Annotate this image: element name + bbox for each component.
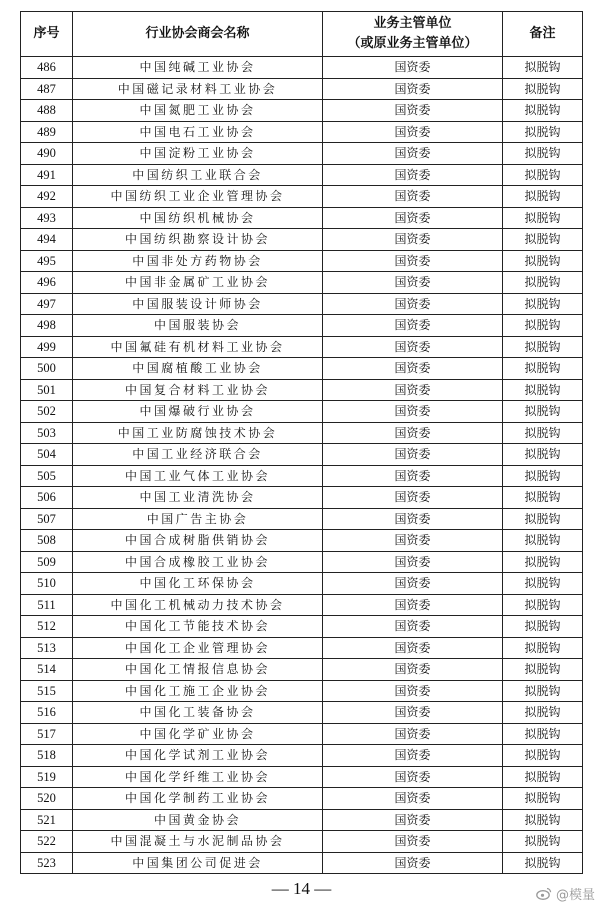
row-name: 中国非金属矿工业协会 <box>73 272 323 294</box>
row-dept: 国资委 <box>323 680 503 702</box>
row-dept: 国资委 <box>323 594 503 616</box>
row-name: 中国淀粉工业协会 <box>73 143 323 165</box>
table-row <box>21 831 583 853</box>
row-dept: 国资委 <box>323 508 503 530</box>
row-note: 拟脱钩 <box>503 831 583 853</box>
row-index: 520 <box>21 788 73 810</box>
table-row <box>21 78 583 100</box>
row-name: 中国氟硅有机材料工业协会 <box>73 336 323 358</box>
table-row <box>21 336 583 358</box>
row-index: 495 <box>21 250 73 272</box>
row-dept: 国资委 <box>323 745 503 767</box>
table-row <box>21 573 583 595</box>
row-index: 516 <box>21 702 73 724</box>
header-name: 行业协会商会名称 <box>73 12 323 57</box>
row-note: 拟脱钩 <box>503 379 583 401</box>
row-name: 中国合成橡胶工业协会 <box>73 551 323 573</box>
row-note: 拟脱钩 <box>503 766 583 788</box>
row-note: 拟脱钩 <box>503 530 583 552</box>
row-note: 拟脱钩 <box>503 594 583 616</box>
row-note: 拟脱钩 <box>503 422 583 444</box>
row-index: 497 <box>21 293 73 315</box>
row-note: 拟脱钩 <box>503 444 583 466</box>
row-dept: 国资委 <box>323 100 503 122</box>
row-index: 512 <box>21 616 73 638</box>
row-note: 拟脱钩 <box>503 723 583 745</box>
row-index: 507 <box>21 508 73 530</box>
row-dept: 国资委 <box>323 551 503 573</box>
row-dept: 国资委 <box>323 530 503 552</box>
table-row <box>21 186 583 208</box>
row-name: 中国化学纤维工业协会 <box>73 766 323 788</box>
table-row <box>21 250 583 272</box>
row-note: 拟脱钩 <box>503 315 583 337</box>
row-name: 中国氮肥工业协会 <box>73 100 323 122</box>
table-row <box>21 100 583 122</box>
row-name: 中国化学矿业协会 <box>73 723 323 745</box>
watermark <box>536 884 595 904</box>
row-index: 515 <box>21 680 73 702</box>
row-note: 拟脱钩 <box>503 551 583 573</box>
row-index: 488 <box>21 100 73 122</box>
table-row <box>21 164 583 186</box>
table-row <box>21 551 583 573</box>
row-note: 拟脱钩 <box>503 186 583 208</box>
row-dept: 国资委 <box>323 831 503 853</box>
row-index: 509 <box>21 551 73 573</box>
row-index: 521 <box>21 809 73 831</box>
row-name: 中国化学制药工业协会 <box>73 788 323 810</box>
table-row <box>21 594 583 616</box>
row-note: 拟脱钩 <box>503 401 583 423</box>
row-dept: 国资委 <box>323 121 503 143</box>
row-dept: 国资委 <box>323 766 503 788</box>
row-dept: 国资委 <box>323 143 503 165</box>
page-number: — 14 — <box>271 879 332 898</box>
row-dept: 国资委 <box>323 164 503 186</box>
table-row <box>21 766 583 788</box>
header-note: 备注 <box>503 12 583 57</box>
row-name: 中国纺织勘察设计协会 <box>73 229 323 251</box>
row-dept: 国资委 <box>323 401 503 423</box>
row-note: 拟脱钩 <box>503 100 583 122</box>
table-row <box>21 530 583 552</box>
table-row <box>21 723 583 745</box>
watermark-text: @模量 <box>555 888 595 903</box>
row-index: 508 <box>21 530 73 552</box>
row-index: 518 <box>21 745 73 767</box>
row-index: 496 <box>21 272 73 294</box>
row-index: 499 <box>21 336 73 358</box>
row-index: 494 <box>21 229 73 251</box>
row-name: 中国化工机械动力技术协会 <box>73 594 323 616</box>
row-dept: 国资委 <box>323 616 503 638</box>
table-row <box>21 121 583 143</box>
row-dept: 国资委 <box>323 78 503 100</box>
row-note: 拟脱钩 <box>503 250 583 272</box>
table-row <box>21 637 583 659</box>
row-note: 拟脱钩 <box>503 508 583 530</box>
row-dept: 国资委 <box>323 293 503 315</box>
table-row <box>21 57 583 79</box>
row-index: 505 <box>21 465 73 487</box>
row-dept: 国资委 <box>323 465 503 487</box>
row-name: 中国化工施工企业协会 <box>73 680 323 702</box>
row-note: 拟脱钩 <box>503 573 583 595</box>
row-name: 中国磁记录材料工业协会 <box>73 78 323 100</box>
table-row <box>21 444 583 466</box>
row-name: 中国化工企业管理协会 <box>73 637 323 659</box>
row-note: 拟脱钩 <box>503 465 583 487</box>
row-name: 中国黄金协会 <box>73 809 323 831</box>
row-name: 中国纺织工业联合会 <box>73 164 323 186</box>
table-row <box>21 207 583 229</box>
row-note: 拟脱钩 <box>503 852 583 874</box>
row-dept: 国资委 <box>323 186 503 208</box>
row-index: 514 <box>21 659 73 681</box>
row-name: 中国集团公司促进会 <box>73 852 323 874</box>
row-name: 中国腐植酸工业协会 <box>73 358 323 380</box>
row-index: 503 <box>21 422 73 444</box>
row-note: 拟脱钩 <box>503 809 583 831</box>
row-note: 拟脱钩 <box>503 637 583 659</box>
row-index: 498 <box>21 315 73 337</box>
row-index: 506 <box>21 487 73 509</box>
row-dept: 国资委 <box>323 229 503 251</box>
row-note: 拟脱钩 <box>503 358 583 380</box>
row-name: 中国化工情报信息协会 <box>73 659 323 681</box>
row-name: 中国非处方药物协会 <box>73 250 323 272</box>
row-dept: 国资委 <box>323 422 503 444</box>
row-note: 拟脱钩 <box>503 616 583 638</box>
table-row <box>21 379 583 401</box>
row-index: 490 <box>21 143 73 165</box>
row-index: 491 <box>21 164 73 186</box>
row-dept: 国资委 <box>323 250 503 272</box>
table-row <box>21 293 583 315</box>
table-row <box>21 358 583 380</box>
table-row <box>21 702 583 724</box>
row-dept: 国资委 <box>323 788 503 810</box>
row-note: 拟脱钩 <box>503 57 583 79</box>
weibo-icon <box>536 887 552 904</box>
row-dept: 国资委 <box>323 487 503 509</box>
row-note: 拟脱钩 <box>503 680 583 702</box>
table-row <box>21 143 583 165</box>
row-name: 中国复合材料工业协会 <box>73 379 323 401</box>
table-row <box>21 487 583 509</box>
header-dept-line2: （或原业务主管单位） <box>347 36 478 51</box>
row-dept: 国资委 <box>323 57 503 79</box>
row-dept: 国资委 <box>323 336 503 358</box>
row-name: 中国化工环保协会 <box>73 573 323 595</box>
table-row <box>21 401 583 423</box>
row-name: 中国纺织机械协会 <box>73 207 323 229</box>
row-dept: 国资委 <box>323 573 503 595</box>
row-note: 拟脱钩 <box>503 745 583 767</box>
row-name: 中国混凝土与水泥制品协会 <box>73 831 323 853</box>
header-dept <box>323 12 503 57</box>
row-index: 522 <box>21 831 73 853</box>
table-row <box>21 659 583 681</box>
row-index: 500 <box>21 358 73 380</box>
table-row <box>21 788 583 810</box>
row-dept: 国资委 <box>323 315 503 337</box>
header-dept-line1: 业务主管单位 <box>373 16 452 31</box>
table-row <box>21 465 583 487</box>
row-note: 拟脱钩 <box>503 121 583 143</box>
row-index: 501 <box>21 379 73 401</box>
row-dept: 国资委 <box>323 272 503 294</box>
table-row <box>21 229 583 251</box>
row-name: 中国化工装备协会 <box>73 702 323 724</box>
row-index: 489 <box>21 121 73 143</box>
table-row <box>21 422 583 444</box>
row-name: 中国爆破行业协会 <box>73 401 323 423</box>
row-note: 拟脱钩 <box>503 164 583 186</box>
row-name: 中国工业气体工业协会 <box>73 465 323 487</box>
row-dept: 国资委 <box>323 207 503 229</box>
row-index: 493 <box>21 207 73 229</box>
row-index: 510 <box>21 573 73 595</box>
row-note: 拟脱钩 <box>503 659 583 681</box>
row-note: 拟脱钩 <box>503 336 583 358</box>
row-dept: 国资委 <box>323 852 503 874</box>
row-note: 拟脱钩 <box>503 702 583 724</box>
table-row <box>21 272 583 294</box>
row-name: 中国化学试剂工业协会 <box>73 745 323 767</box>
row-name: 中国工业经济联合会 <box>73 444 323 466</box>
row-name: 中国纯碱工业协会 <box>73 57 323 79</box>
row-index: 487 <box>21 78 73 100</box>
table-row <box>21 852 583 874</box>
table-header-row <box>21 12 583 57</box>
row-name: 中国化工节能技术协会 <box>73 616 323 638</box>
row-name: 中国工业清洗协会 <box>73 487 323 509</box>
row-index: 502 <box>21 401 73 423</box>
row-name: 中国纺织工业企业管理协会 <box>73 186 323 208</box>
row-note: 拟脱钩 <box>503 229 583 251</box>
row-dept: 国资委 <box>323 702 503 724</box>
row-note: 拟脱钩 <box>503 143 583 165</box>
row-name: 中国服装协会 <box>73 315 323 337</box>
row-dept: 国资委 <box>323 723 503 745</box>
header-index: 序号 <box>21 12 73 57</box>
row-name: 中国工业防腐蚀技术协会 <box>73 422 323 444</box>
row-dept: 国资委 <box>323 659 503 681</box>
row-index: 517 <box>21 723 73 745</box>
row-index: 513 <box>21 637 73 659</box>
row-note: 拟脱钩 <box>503 272 583 294</box>
row-note: 拟脱钩 <box>503 487 583 509</box>
row-dept: 国资委 <box>323 809 503 831</box>
row-dept: 国资委 <box>323 358 503 380</box>
row-name: 中国广告主协会 <box>73 508 323 530</box>
row-index: 504 <box>21 444 73 466</box>
table-row <box>21 616 583 638</box>
row-note: 拟脱钩 <box>503 788 583 810</box>
row-index: 486 <box>21 57 73 79</box>
table-row <box>21 809 583 831</box>
association-table <box>20 11 583 874</box>
row-note: 拟脱钩 <box>503 78 583 100</box>
row-name: 中国合成树脂供销协会 <box>73 530 323 552</box>
table-row <box>21 315 583 337</box>
row-index: 492 <box>21 186 73 208</box>
row-index: 523 <box>21 852 73 874</box>
table-row <box>21 745 583 767</box>
row-note: 拟脱钩 <box>503 207 583 229</box>
row-note: 拟脱钩 <box>503 293 583 315</box>
table-row <box>21 680 583 702</box>
row-name: 中国服装设计师协会 <box>73 293 323 315</box>
row-name: 中国电石工业协会 <box>73 121 323 143</box>
row-index: 511 <box>21 594 73 616</box>
row-index: 519 <box>21 766 73 788</box>
row-dept: 国资委 <box>323 444 503 466</box>
row-dept: 国资委 <box>323 637 503 659</box>
table-body <box>21 57 583 874</box>
table-row <box>21 508 583 530</box>
row-dept: 国资委 <box>323 379 503 401</box>
